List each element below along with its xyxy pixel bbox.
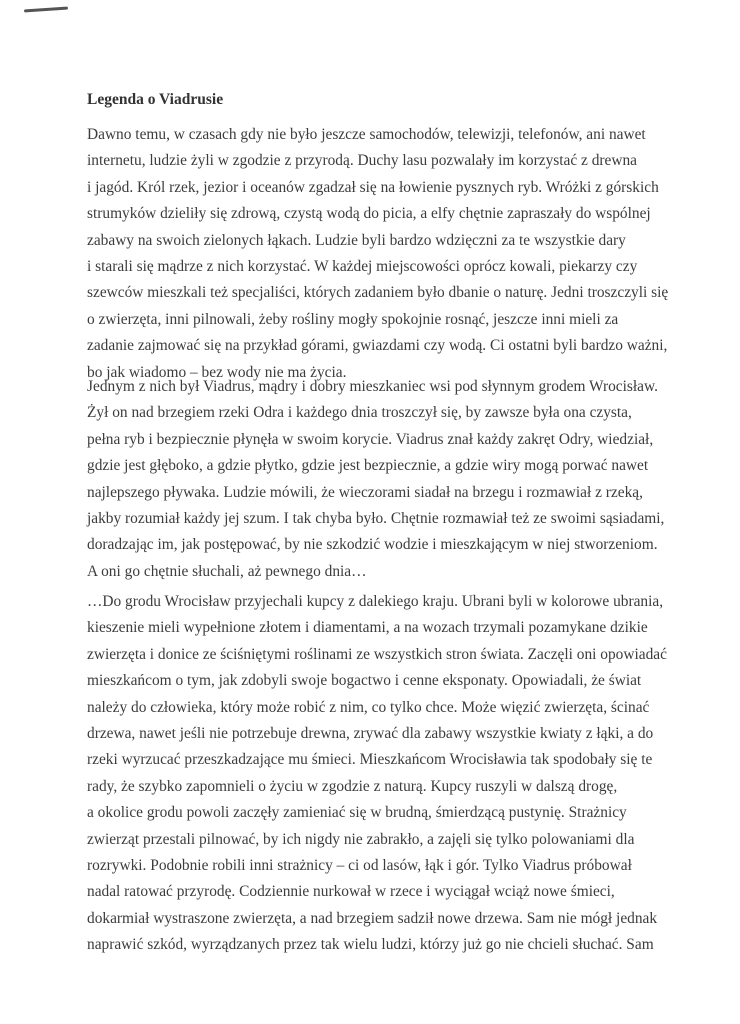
scan-pen-mark <box>24 6 68 12</box>
text-line: Dawno temu, w czasach gdy nie było jeszcze samochodów, telewizji, telefonów, ani nawet <box>87 126 646 143</box>
paragraph-1 <box>87 122 727 386</box>
text-line: należy do człowieka, który może robić z nim, co tylko chce. Może więzić zwierzęta, ścinać <box>87 698 650 716</box>
text-line: rzeki wyrzucać przeszkadzające mu śmieci. Mieszkańcom Wrocisławia tak spodobały się te <box>87 751 653 769</box>
text-line: dokarmiał wystraszone zwierzęta, a nad brzegiem sadził nowe drzewa. Sam nie mógł jednak <box>87 909 658 927</box>
paragraph-2 <box>87 374 727 585</box>
text-line: bo jak wiadomo – bez wody nie ma życia. <box>87 363 347 381</box>
text-line: i starali się mądrze z nich korzystać. W każdej miejscowości oprócz kowali, piekarzy czy <box>87 257 638 275</box>
text-line: jakby rozumiał każdy jej szum. I tak chyba było. Chętnie rozmawiał też ze swoimi sąsiadami, <box>87 509 665 527</box>
paragraph-3 <box>87 589 727 958</box>
text-line: zabawy na swoich zielonych łąkach. Ludzie byli bardzo wdzięczni za te wszystkie dary <box>87 231 626 249</box>
text-line: mieszkańcom o tym, jak zdobyli swoje bogactwo i cenne eksponaty. Opowiadali, że świat <box>87 672 642 690</box>
text-line: kieszenie mieli wypełnione złotem i diamentami, a na wozach trzymali pozamykane dzikie <box>87 619 648 637</box>
text-line: pełna ryb i bezpiecznie płynęła w swoim korycie. Viadrus znał każdy zakręt Odry, wiedział, <box>87 430 654 448</box>
text-line: zwierząt przestali pilnować, by ich nigdy nie zabrakło, a zajęli się tylko polowaniami dla <box>87 830 635 848</box>
text-line: doradzając im, jak postępować, by nie szkodzić wodzie i mieszkającym w niej stworzeniom. <box>87 536 658 554</box>
text-line: Jednym z nich był Viadrus, mądry i dobry mieszkaniec wsi pod słynnym grodem Wrocisław. <box>87 378 658 395</box>
text-line: o zwierzęta, inni pilnowali, żeby rośliny mogły spokojnie rosnąć, jeszcze inni mieli za <box>87 310 619 328</box>
text-line: rozrywki. Podobnie robili inni strażnicy – ci od lasów, łąk i gór. Tylko Viadrus próbował <box>87 856 632 874</box>
text-line: strumyków dzieliły się zdrową, czystą wodą do picia, a elfy chętnie zapraszały do wspólnej <box>87 205 651 223</box>
text-line: internetu, ludzie żyli w zgodzie z przyrodą. Duchy lasu pozwalały im korzystać z drewna <box>87 152 638 170</box>
text-line: a okolice grodu powoli zaczęły zamieniać się w brudną, śmierdzącą pustynię. Strażnicy <box>87 804 627 822</box>
text-line: naprawić szkód, wyrządzanych przez tak wielu ludzi, którzy już go nie chcieli słuchać. Sam <box>87 936 654 954</box>
document-title: Legenda o Viadrusie <box>87 91 224 108</box>
text-line: rady, że szybko zapomnieli o życiu w zgodzie z naturą. Kupcy ruszyli w dalszą drogę, <box>87 777 618 795</box>
text-line: najlepszego pływaka. Ludzie mówili, że wieczorami siadał na brzegu i rozmawiał z rzeką, <box>87 483 643 501</box>
text-line: drzewa, nawet jeśli nie potrzebuje drewna, zrywać dla zabawy wszystkie kwiaty z łąki, a do <box>87 724 654 742</box>
text-line: A oni go chętnie słuchali, aż pewnego dnia… <box>87 562 367 580</box>
text-line: …Do grodu Wrocisław przyjechali kupcy z dalekiego kraju. Ubrani byli w kolorowe ubrania, <box>87 593 664 610</box>
text-line: gdzie jest głęboko, a gdzie płytko, gdzie jest bezpiecznie, a gdzie wiry mogą porwać nawet <box>87 457 649 475</box>
text-line: zadanie zajmować się na przykład górami, gwiazdami czy wodą. Ci ostatni byli bardzo ważni, <box>87 337 668 355</box>
text-line: i jagód. Król rzek, jezior i oceanów zgadzał się na łowienie pysznych ryb. Wróżki z górskich <box>87 178 659 196</box>
text-line: Żył on nad brzegiem rzeki Odra i każdego dnia troszczył się, by zawsze była ona czysta, <box>87 404 632 422</box>
text-line: szewców mieszkali też specjaliści, których zadaniem było dbanie o naturę. Jedni troszczyli się <box>87 284 669 302</box>
text-line: zwierzęta i donice ze ściśniętymi roślinami ze wszystkich stron świata. Zaczęli oni opowiadać <box>87 645 667 663</box>
text-line: nadal ratować przyrodę. Codziennie nurkował w rzece i wyciągał wciąż nowe śmieci, <box>87 883 615 901</box>
